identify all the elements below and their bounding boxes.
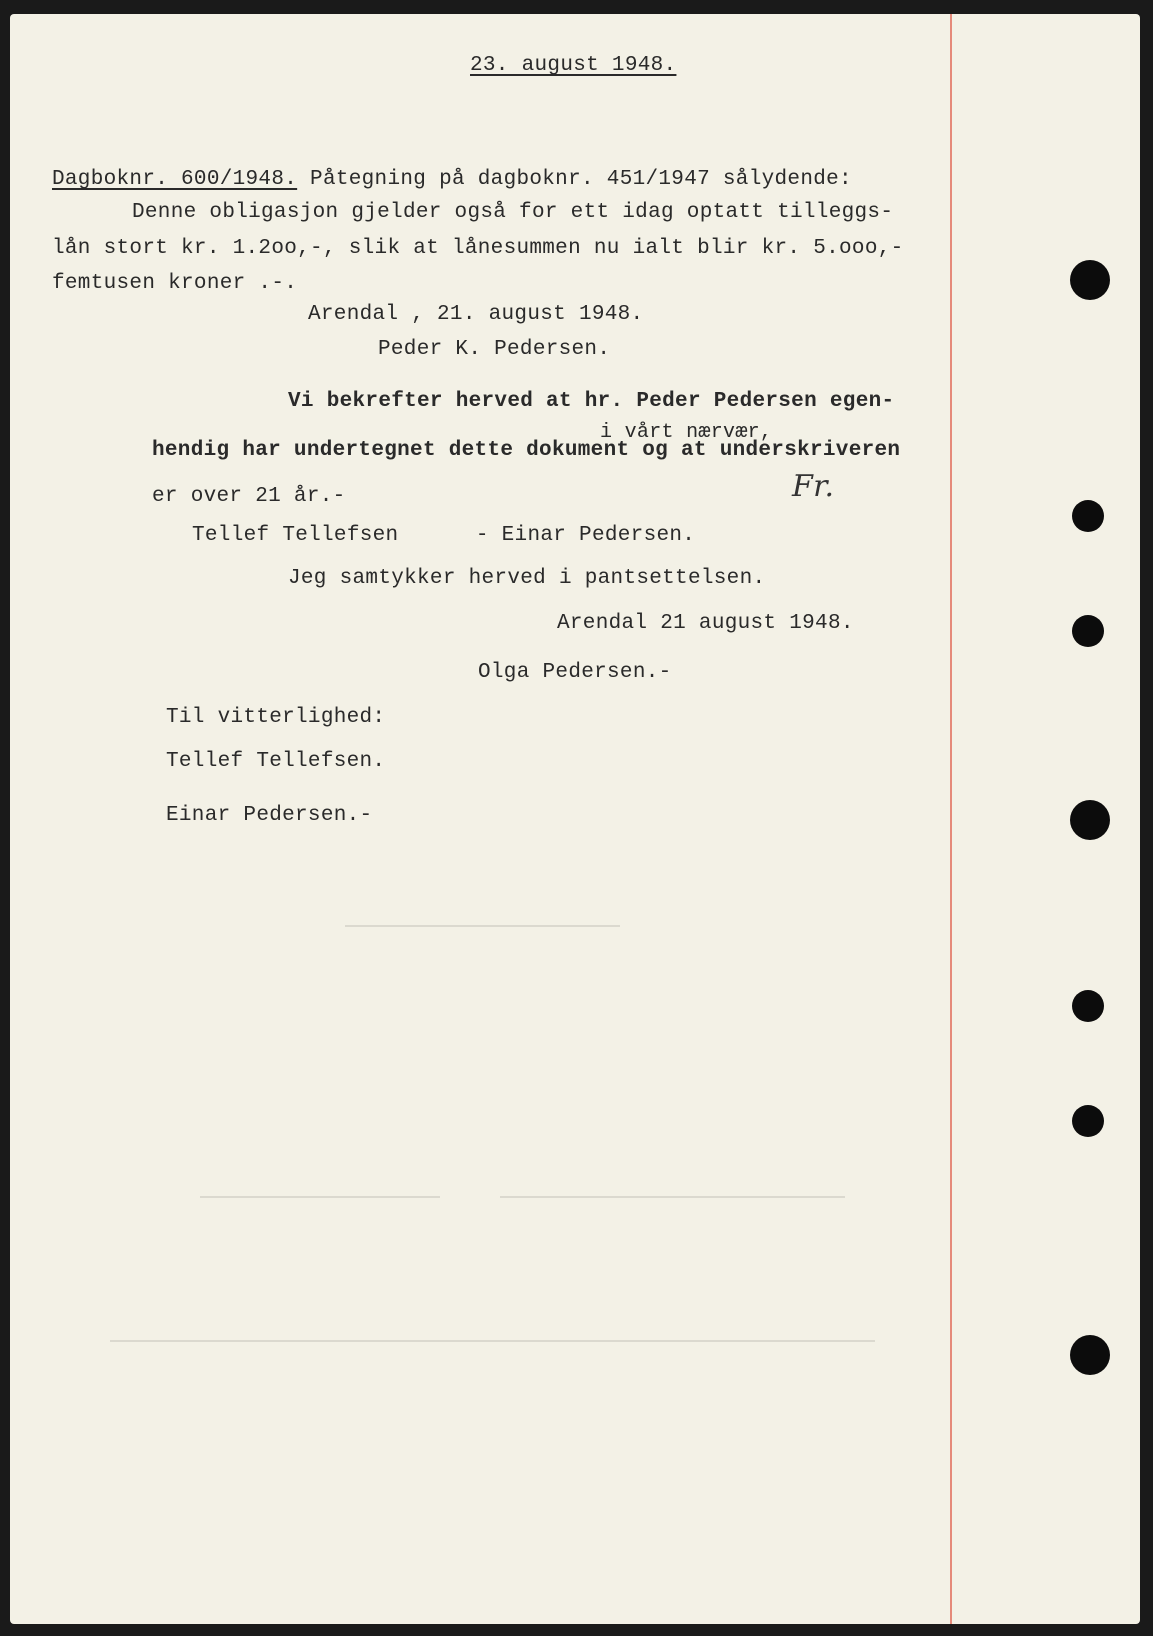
confirmation-line-3: er over 21 år.- <box>152 485 346 508</box>
date-header: 23. august 1948. <box>470 54 677 77</box>
entry-line-3: lån stort kr. 1.2oo,-, slik at lånesummen nu ialt blir kr. 5.ooo,- <box>52 237 904 260</box>
inserted-text: i vårt nærvær, <box>600 421 773 444</box>
signature-peder: Peder K. Pedersen. <box>378 338 611 361</box>
witness-1: Tellef Tellefsen. <box>166 750 386 773</box>
confirmation-line-2: hendig har undertegnet dette dokument og at underskriveren <box>152 439 901 462</box>
bleed-through-mark <box>200 1196 440 1198</box>
entry-line-2: Denne obligasjon gjelder også for ett idag optatt tilleggs- <box>132 201 894 224</box>
bleed-through-mark <box>345 925 620 927</box>
confirmation-line-1: Vi bekrefter herved at hr. Peder Pedersen egen- <box>288 390 895 413</box>
binder-hole <box>1070 800 1110 840</box>
binder-hole <box>1072 990 1104 1022</box>
binder-hole <box>1070 1335 1110 1375</box>
signature-olga: Olga Pedersen.- <box>478 661 672 684</box>
place-date-line: Arendal , 21. august 1948. <box>308 303 644 326</box>
binder-hole <box>1070 260 1110 300</box>
binder-hole <box>1072 500 1104 532</box>
entry-line-4: femtusen kroner .-. <box>52 272 298 295</box>
bleed-through-mark <box>110 1340 875 1342</box>
margin-line <box>950 14 952 1624</box>
entry-text: Påtegning på dagboknr. 451/1947 sålydende: <box>297 168 852 191</box>
binder-hole <box>1072 615 1104 647</box>
witness-heading: Til vitterlighed: <box>166 706 386 729</box>
bleed-through-mark <box>500 1196 845 1198</box>
handwritten-initials: Fr. <box>792 469 835 504</box>
witness-2: Einar Pedersen.- <box>166 804 373 827</box>
binder-hole <box>1072 1105 1104 1137</box>
consent-line: Jeg samtykker herved i pantsettelsen. <box>288 567 766 590</box>
consent-place-date: Arendal 21 august 1948. <box>557 612 854 635</box>
entry-line-1 <box>52 168 852 192</box>
witness-signatures: Tellef Tellefsen - Einar Pedersen. <box>192 524 696 547</box>
journal-number: Dagboknr. 600/1948. <box>52 168 298 191</box>
